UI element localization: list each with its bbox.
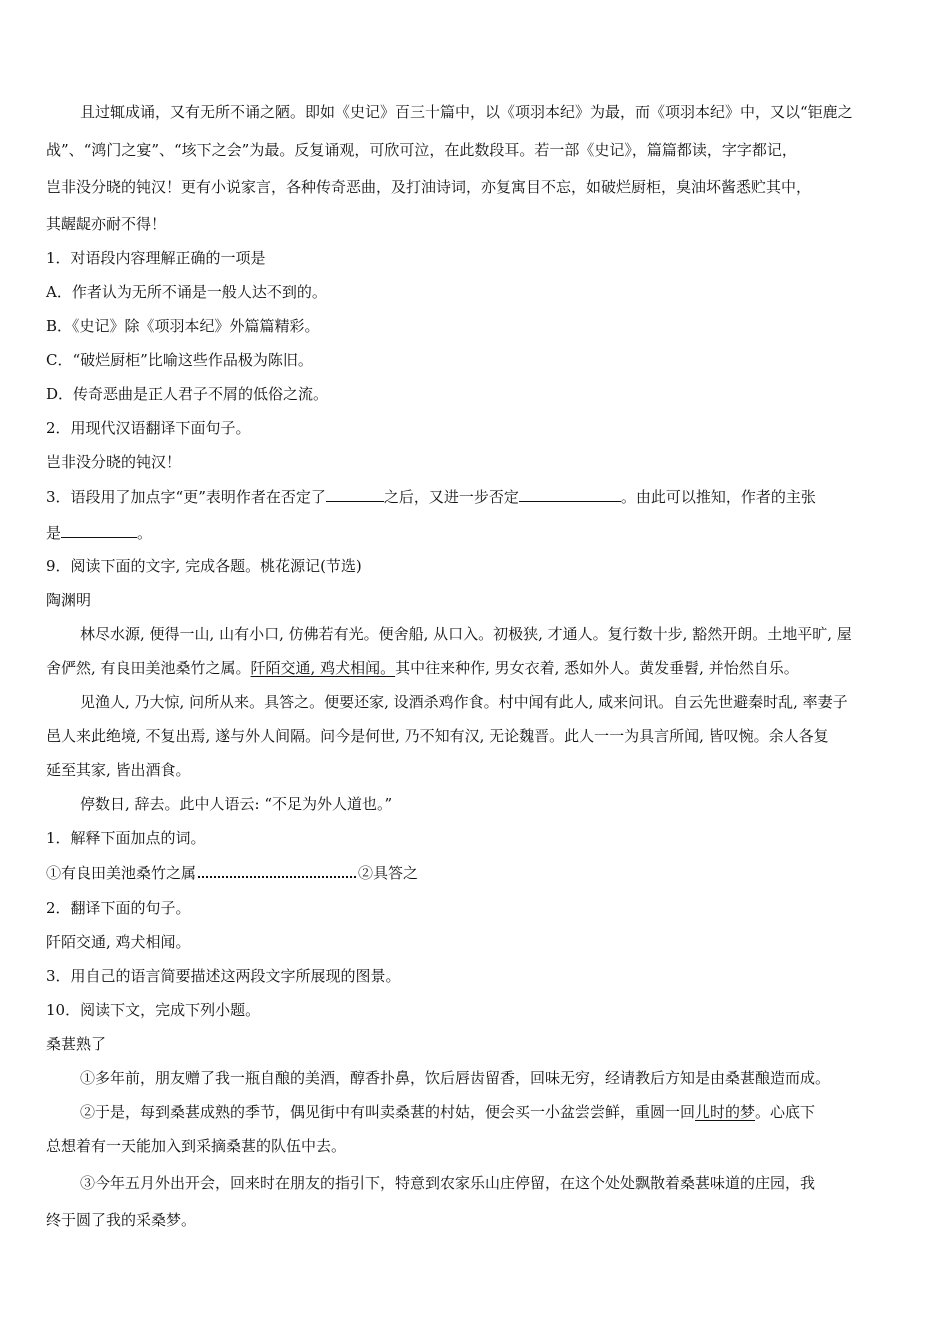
- article-paragraph: 总想着有一天能加入到采摘桑葚的队伍中去。: [46, 1137, 347, 1155]
- article-paragraph: ①多年前，朋友赠了我一瓶自酿的美酒，醇香扑鼻，饮后唇齿留香，回味无穷，经请教后方知是由桑葚酿造而成。: [80, 1069, 831, 1087]
- passage-line: 战”、“鸿门之宴”、“垓下之会”为最。反复诵观，可欣可泣，在此数段耳。若一部《史记》，篇篇都读，字字都记，: [46, 141, 797, 159]
- answer-blank[interactable]: [326, 486, 384, 502]
- answer-blank[interactable]: [519, 486, 621, 502]
- classical-text-line: 邑人来此绝境, 不复出焉, 遂与外人间隔。问今是何世, 乃不知有汉, 无论魏晋。此人一一为具言所闻, 皆叹惋。余人各复: [46, 727, 829, 745]
- article-title: 桑葚熟了: [46, 1035, 107, 1053]
- dotted-answer-line[interactable]: [198, 862, 356, 878]
- question-stem: 1．对语段内容理解正确的一项是: [46, 249, 266, 267]
- sub-question-items: ①有良田美池桑竹之属 ②具答之: [46, 864, 419, 882]
- underlined-phrase: 阡陌交通, 鸡犬相闻。: [250, 659, 396, 677]
- classical-text-line: 舍俨然, 有良田美池桑竹之属。阡陌交通, 鸡犬相闻。其中往来种作, 男女衣着, 悉如外人。黄发垂髫, 并怡然自乐。: [46, 659, 799, 677]
- passage-line: 其龌龊亦耐不得！: [46, 215, 167, 233]
- fill-blank-question: 3．语段用了加点字“更”表明作者在否定了 之后，又进一步否定 。由此可以推知，作者的主张: [46, 488, 816, 506]
- option-c: C．“破烂厨柜”比喻这些作品极为陈旧。: [46, 351, 313, 369]
- sub-question: 1．解释下面加点的词。: [46, 829, 206, 847]
- section-heading: 10．阅读下文，完成下列小题。: [46, 1001, 261, 1019]
- fill-blank-question: 是 。: [46, 524, 153, 542]
- section-heading: 9．阅读下面的文字, 完成各题。桃花源记(节选): [46, 557, 362, 575]
- translate-sentence: 岂非没分晓的钝汉！: [46, 453, 182, 471]
- classical-text-line: 见渔人, 乃大惊, 问所从来。具答之。便要还家, 设酒杀鸡作食。村中闻有此人, 咸来问讯。自云先世避秦时乱, 率妻子: [80, 693, 848, 711]
- article-paragraph: ③今年五月外出开会，回来时在朋友的指引下，特意到农家乐山庄停留，在这个处处飘散着桑葚味道的庄园，我: [80, 1174, 816, 1192]
- classical-text-line: 林尽水源, 便得一山, 山有小口, 仿佛若有光。便舍船, 从口入。初极狭, 才通人。复行数十步, 豁然开朗。土地平旷, 屋: [80, 625, 852, 643]
- translate-sentence: 阡陌交通, 鸡犬相闻。: [46, 933, 191, 951]
- passage-text: 且过辄成诵，又有无所不诵之陋。即如《史记》百三十篇中，以《项羽本纪》为最，而《项羽本纪》中，又以“钜鹿之: [80, 103, 853, 121]
- option-d: D．传奇恶曲是正人君子不屑的低俗之流。: [46, 385, 329, 403]
- sub-question: 3．用自己的语言简要描述这两段文字所展现的图景。: [46, 967, 401, 985]
- author: 陶渊明: [46, 591, 92, 609]
- passage-line: [80, 102, 906, 122]
- underlined-phrase: 儿时的梦: [695, 1103, 756, 1121]
- question-stem: 2．用现代汉语翻译下面句子。: [46, 419, 251, 437]
- passage-line: 岂非没分晓的钝汉！更有小说家言，各种传奇恶曲，及打油诗词，亦复寓目不忘，如破烂厨柜，臭油坏酱悉贮其中，: [46, 178, 812, 196]
- article-paragraph: ②于是，每到桑葚成熟的季节，偶见街中有叫卖桑葚的村姑，便会买一小盆尝尝鲜，重圆一回儿时的梦。心底下: [80, 1103, 816, 1121]
- sub-question: 2．翻译下面的句子。: [46, 899, 191, 917]
- classical-text-line: 停数日, 辞去。此中人语云: “不足为外人道也。”: [80, 795, 393, 813]
- classical-text-line: 延至其家, 皆出酒食。: [46, 761, 191, 779]
- article-paragraph: 终于圆了我的采桑梦。: [46, 1211, 197, 1229]
- option-b: B．《史记》除《项羽本纪》外篇篇精彩。: [46, 317, 320, 335]
- answer-blank[interactable]: [61, 522, 137, 538]
- option-a: A．作者认为无所不诵是一般人达不到的。: [46, 283, 327, 301]
